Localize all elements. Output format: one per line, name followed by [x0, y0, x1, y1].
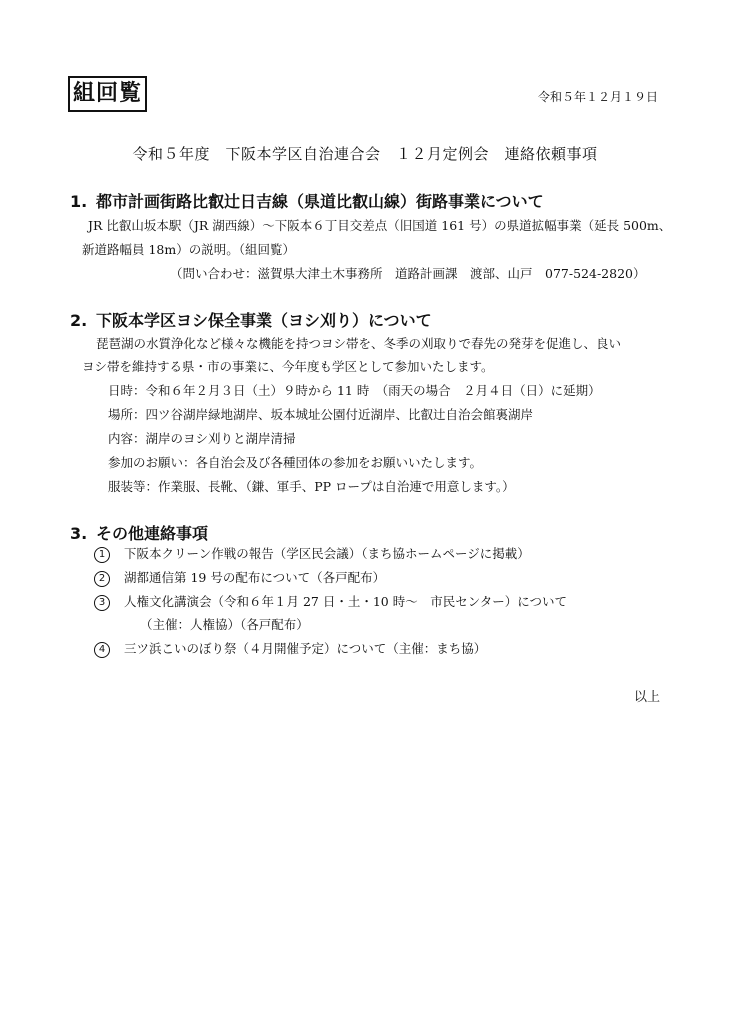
list-item-text: 三ツ浜こいのぼり祭（４月開催予定）について（主催：まち協） — [124, 641, 487, 656]
section-1-number: 1. — [70, 192, 88, 211]
list-item — [94, 592, 567, 611]
section-2-content: 内容：湖岸のヨシ刈りと湖岸清掃 — [108, 431, 296, 446]
list-item — [94, 639, 486, 658]
circled-number-4: 4 — [94, 642, 110, 658]
list-item — [94, 568, 385, 587]
list-item-text: 湖都通信第 19 号の配布について（各戸配布） — [124, 570, 386, 585]
section-1-line-1: JR 比叡山坂本駅（JR 湖西線）〜下阪本６丁目交差点（旧国道 161 号）の県道拡幅事業（延長 500m、 — [88, 218, 672, 233]
section-2-line-2: ヨシ帯を維持する県・市の事業に、今年度も学区として参加いたします。 — [82, 359, 494, 374]
section-1-line-2: 新道路幅員 18m）の説明。（組回覧） — [82, 242, 295, 257]
section-2-line-1: 琵琶湖の水質浄化など様々な機能を持つヨシ帯を、冬季の刈取りで春先の発芽を促進し、良い — [96, 336, 622, 351]
list-item-text: 下阪本クリーン作戦の報告（学区民会議）（まち協ホームページに掲載） — [124, 546, 530, 561]
section-3-heading — [70, 521, 208, 544]
section-2-attire: 服装等：作業服、長靴、（鎌、軍手、PP ロープは自治連で用意します。） — [108, 479, 515, 494]
list-item-text: 人権文化講演会（令和６年１月 27 日・土・10 時〜 市民センター）について — [124, 594, 567, 609]
section-2-datetime: 日時：令和６年２月３日（土）９時から 11 時 （雨天の場合 ２月４日（日）に延期） — [108, 383, 601, 398]
closing-mark: 以上 — [633, 690, 660, 705]
list-item-3-sub: （主催：人権協）（各戸配布） — [140, 617, 309, 632]
document-title: 令和５年度 下阪本学区自治連合会 １２月定例会 連絡依頼事項 — [132, 145, 598, 163]
circled-number-2: 2 — [94, 571, 110, 587]
circled-number-3: 3 — [94, 595, 110, 611]
section-2-title: 下阪本学区ヨシ保全事業（ヨシ刈り）について — [96, 311, 432, 330]
circled-number-1: 1 — [94, 547, 110, 563]
section-1-title: 都市計画街路比叡辻日吉線（県道比叡山線）街路事業について — [96, 192, 544, 211]
section-3-title: その他連絡事項 — [96, 524, 209, 543]
section-2-number: 2. — [70, 311, 88, 330]
section-3-number: 3. — [70, 524, 88, 543]
section-1-contact: （問い合わせ：滋賀県大津土木事務所 道路計画課 渡部、山戸 077-524-2820） — [170, 266, 646, 281]
document-date: 令和５年１２月１９日 — [537, 90, 658, 104]
section-2-request: 参加のお願い：各自治会及び各種団体の参加をお願いいたします。 — [108, 455, 483, 470]
circulation-stamp: 組回覧 — [68, 76, 147, 112]
section-2-heading — [70, 308, 432, 331]
section-1-heading — [70, 189, 544, 212]
list-item — [94, 544, 530, 563]
section-2-place: 場所：四ツ谷湖岸緑地湖岸、坂本城址公園付近湖岸、比叡辻自治会館裏湖岸 — [108, 407, 534, 422]
